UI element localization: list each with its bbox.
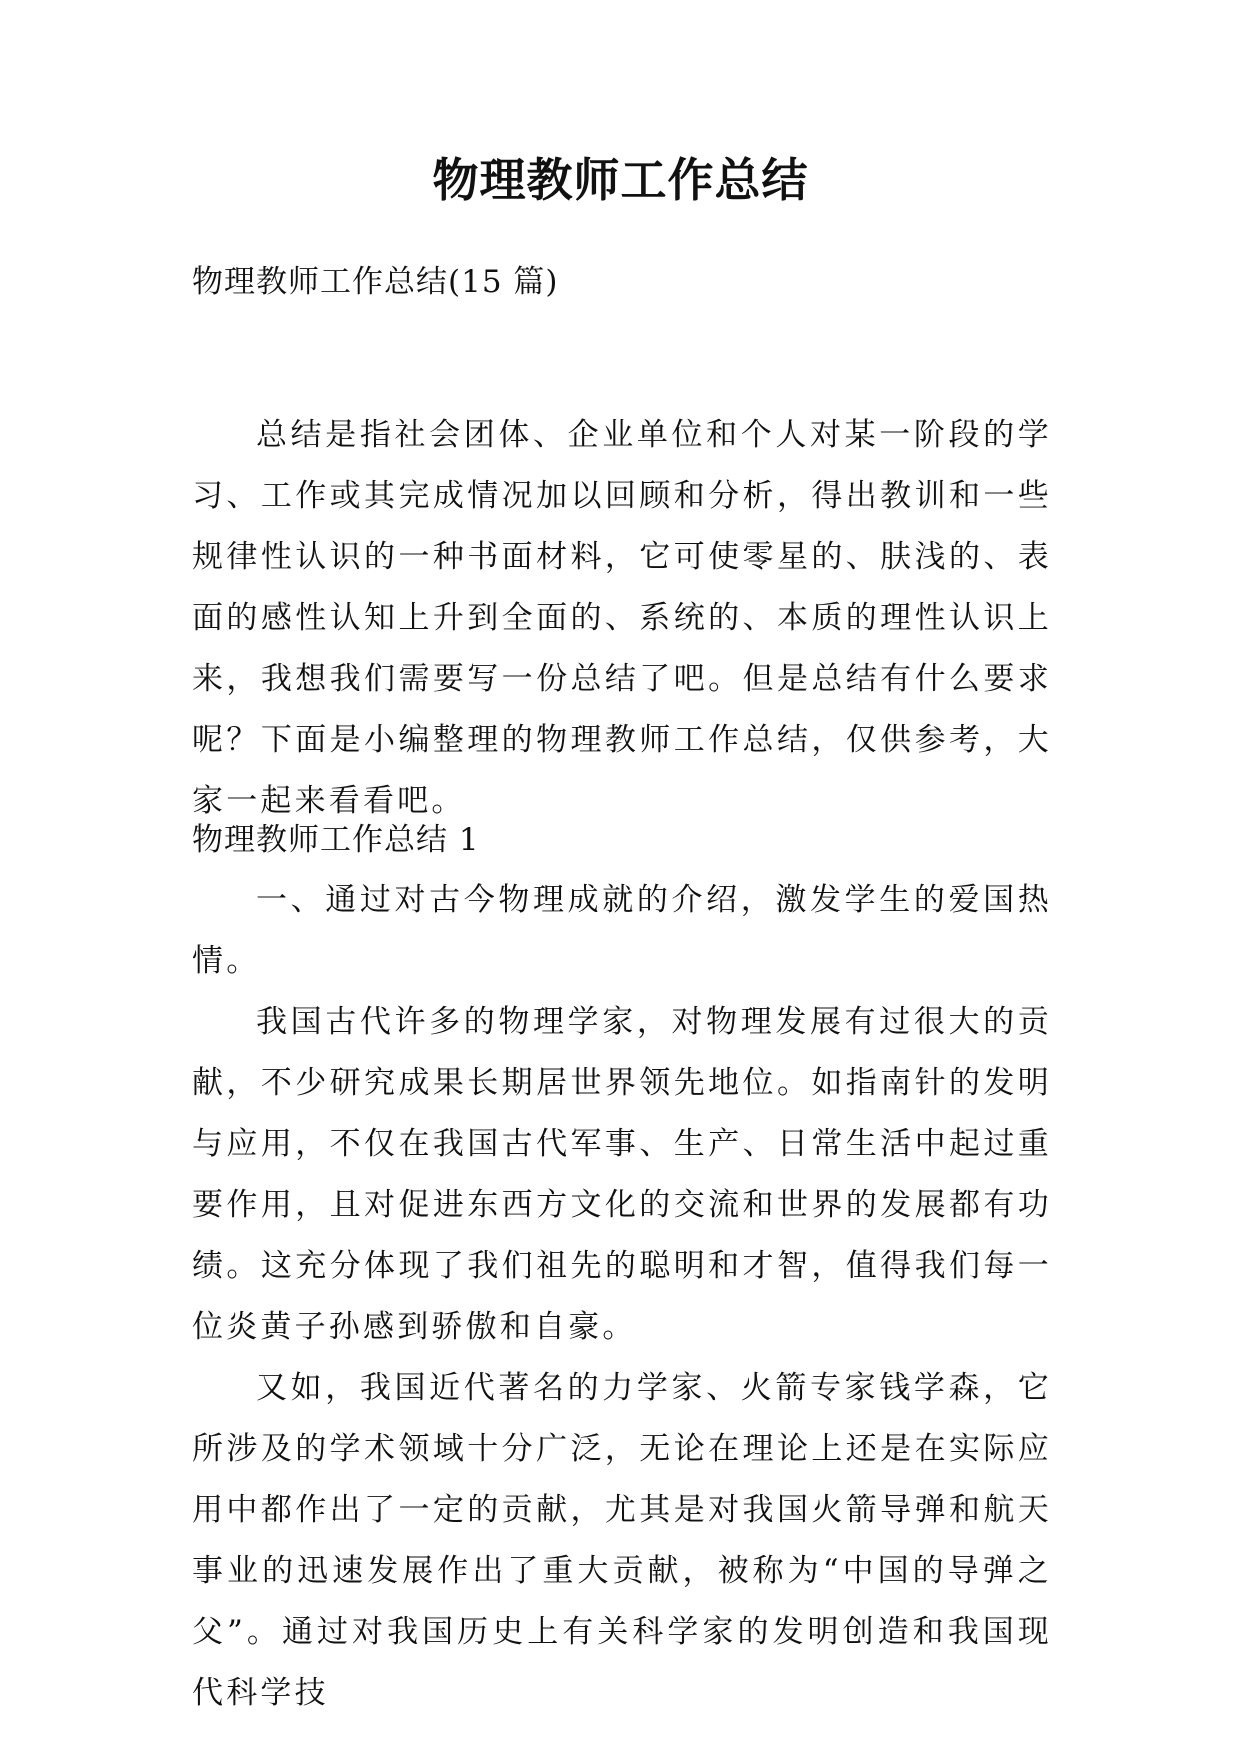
body-paragraph: 又如，我国近代著名的力学家、火箭专家钱学森，它所涉及的学术领域十分广泛，无论在理论上还是在实际应用中都作出了一定的贡献，尤其是对我国火箭导弹和航天事业的迅速发展作出了重大贡献，被称为“中国的导弹之父”。通过对我国历史上有关科学家的发明创造和我国现代科学技 <box>192 1370 1052 1711</box>
page-title: 物理教师工作总结 <box>432 153 809 207</box>
section-heading: 物理教师工作总结 1 <box>192 822 480 858</box>
body-paragraph: 我国古代许多的物理学家，对物理发展有过很大的贡献，不少研究成果长期居世界领先地位。如指南针的发明与应用，不仅在我国古代军事、生产、日常生活中起过重要作用，且对促进东西方文化的交流和世界的发展都有功绩。这充分体现了我们祖先的聪明和才智，值得我们每一位炎黄子孙感到骄傲和自豪。 <box>192 1004 1052 1345</box>
section-body <box>192 870 1052 1724</box>
body-paragraph: 一、通过对古今物理成就的介绍，激发学生的爱国热情。 <box>192 882 1052 979</box>
intro-paragraph: 总结是指社会团体、企业单位和个人对某一阶段的学习、工作或其完成情况加以回顾和分析，得出教训和一些规律性认识的一种书面材料，它可使零星的、肤浅的、表面的感性认知上升到全面的、系统的、本质的理性认识上来，我想我们需要写一份总结了吧。但是总结有什么要求呢？下面是小编整理的物理教师工作总结，仅供参考，大家一起来看看吧。 <box>192 417 1052 819</box>
document-subtitle: 物理教师工作总结(15 篇) <box>192 264 559 300</box>
